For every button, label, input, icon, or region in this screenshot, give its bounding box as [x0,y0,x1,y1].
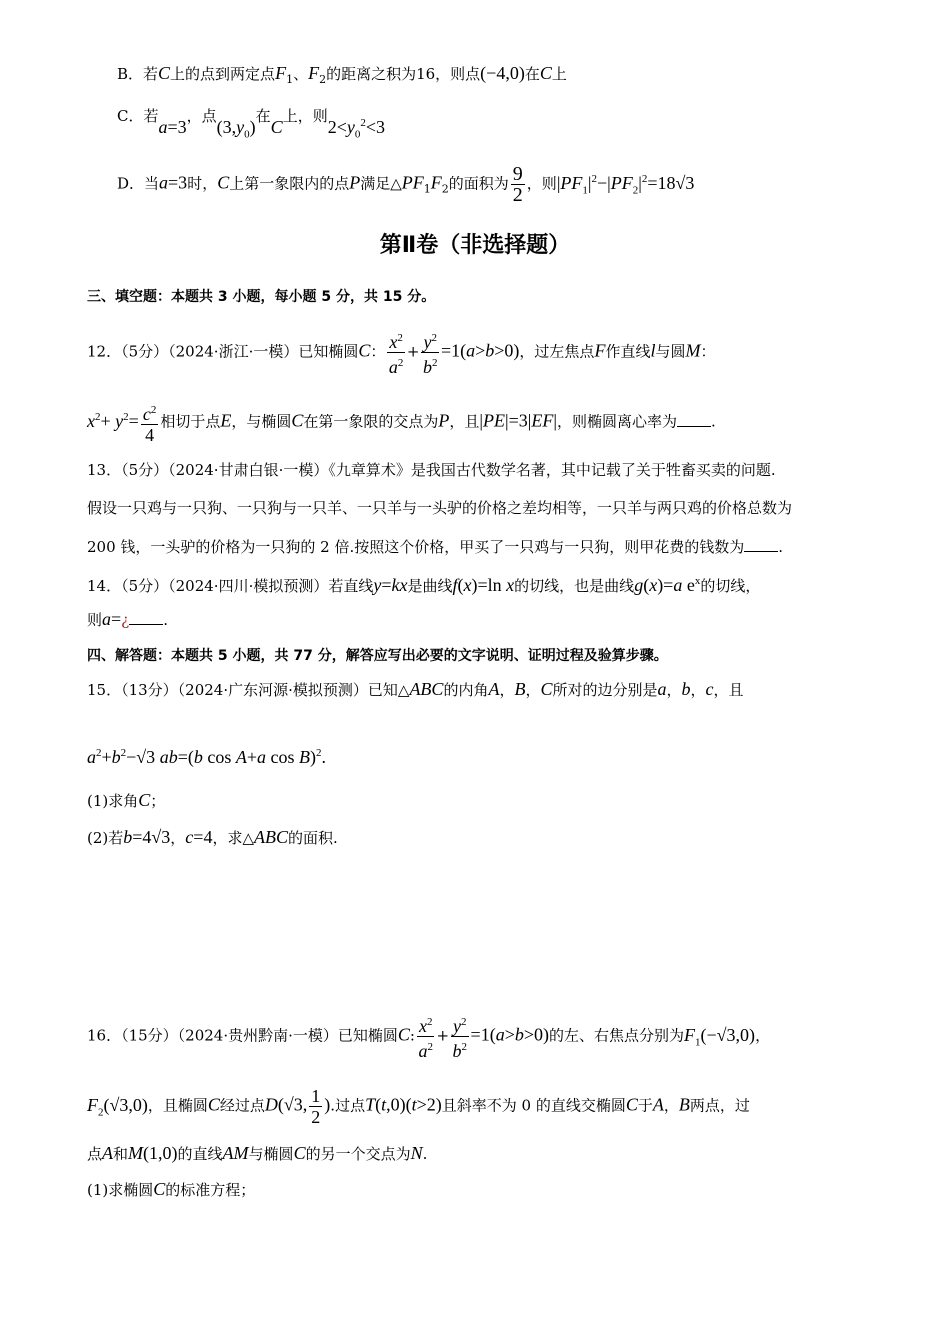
question-16-part1: (1)求椭圆C的标准方程； [87,1179,256,1199]
option-c: C．若a=3，点$(3,y_0)$在C上，则$2<y_0^2<3$ [117,107,386,141]
option-b: B．若C上的点到两定点$F_1$、$F_2$的距离之积为16，则点(−4,0)在C上 [117,63,567,86]
question-13-line2: 假设一只鸡与一只狗、一只狗与一只羊、一只羊与一头驴的价格之差均相等，一只羊与两只鸡的价格总数为 [87,499,793,517]
question-15-equation: $a^2+b^2-√3$ ab=(b cos A+a cos B)$^2$. [87,747,326,767]
question-12: 12．（5分）（2024·浙江·一模）已知椭圆C： $\frac{x^2}{a^2}$ + $\frac{y^2}{b^2}$ =1(a>b>0)，过左焦点F作直线l与圆M： [87,328,716,377]
question-13-line1: 13．（5分）（2024·甘肃白银·一模）《九章算术》是我国古代数学名著，其中记载了关于牲畜买卖的问题. [87,461,776,479]
question-12-line2: $x^2+ y^2=$ $\frac{c^2}{4}$ 相切于点E，与椭圆C在第一象限的交点为P，且|PE|=3|EF|，则椭圆离心率为 . [87,400,716,445]
answer-blank-12[interactable] [677,410,711,427]
answer-blank-14[interactable] [129,608,163,625]
answer-blank-13[interactable] [744,535,778,552]
question-14: 14．（5分）（2024·四川·模拟预测）若直线y=kx是曲线f(x)=ln x的切线，也是曲线g(x)=a $e^x$的切线， [87,575,761,595]
question-15-part1: (1)求角C； [87,790,166,810]
section-answer: 四、解答题：本题共 5 小题，共 77 分，解答应写出必要的文字说明、证明过程及验算步骤。 [87,648,668,664]
question-13-line3: 200 钱，一头驴的价格为一只狗的 2 倍.按照这个价格，甲买了一只鸡与一只狗，则甲花费的钱数为 . [87,535,783,558]
question-16-line2: $F_2(√3,0)$，且椭圆C经过点D(√3, $\frac{1}{2}$ ).过点T(t,0)(t>2)且斜率不为 0 的直线交椭圆C于A，B两点，过 [87,1086,750,1127]
question-16: 16．（15分）（2024·贵州黔南·一模）已知椭圆C: $\frac{x^2}{a^2}$ + $\frac{y^2}{b^2}$ =1(a>b>0)的左、右焦点分别为$F_1(-√3,0)$， [87,1012,770,1061]
question-15: 15．（13分）（2024·广东河源·模拟预测）已知△ABC的内角A，B，C所对的边分别是a，b，c，且 [87,679,744,699]
volume-title: 第Ⅱ卷（非选择题） [379,233,571,258]
question-16-line3: 点A和M(1,0)的直线AM与椭圆C的另一个交点为N. [87,1143,428,1163]
question-14-line2: 则a=¿ . [87,609,168,629]
section-fill-in: 三、填空题：本题共 3 小题，每小题 5 分，共 15 分。 [87,289,436,305]
option-d: D．当a=3时，C上第一象限内的点P满足$\triangle PF_1F_2$的面积为 $\frac{9}{2}$ ，则$|PF_1|^2-|PF_2|^2=18√3$ [117,163,695,206]
question-15-part2: (2)若b=4√3，c=4，求△ABC的面积. [87,827,338,847]
